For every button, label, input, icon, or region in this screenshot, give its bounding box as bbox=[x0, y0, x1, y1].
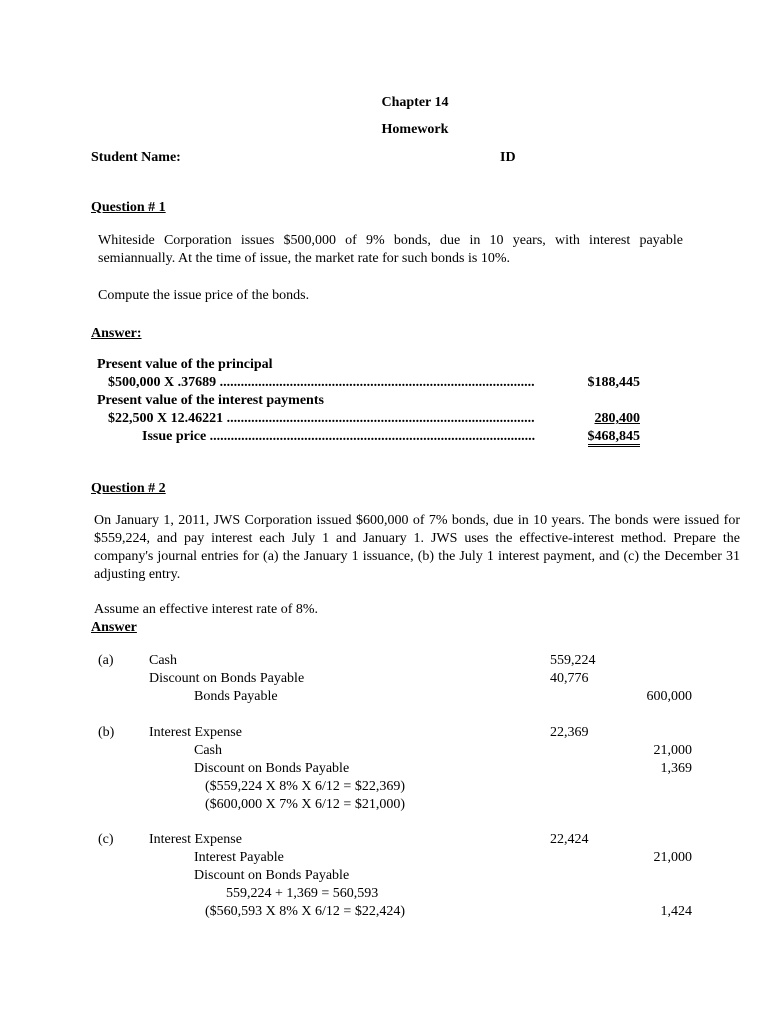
account-text: Interest Payable bbox=[194, 850, 284, 865]
account-text: ($560,593 X 8% X 6/12 = $22,424) bbox=[205, 904, 405, 919]
issue-price-label: Issue price bbox=[142, 429, 207, 444]
debit-amount: 40,776 bbox=[550, 671, 589, 686]
account-text: Discount on Bonds Payable bbox=[149, 671, 305, 686]
debit-amount: 22,369 bbox=[550, 725, 589, 740]
journal-row bbox=[0, 849, 768, 867]
id-label: ID bbox=[500, 150, 516, 165]
account-text: Interest Expense bbox=[149, 725, 242, 740]
journal-row bbox=[0, 724, 768, 742]
question-2-answer-label: Answer bbox=[91, 620, 137, 635]
question-2-title: Question # 2 bbox=[91, 481, 166, 496]
journal-row bbox=[0, 796, 768, 814]
account-text: Interest Expense bbox=[149, 832, 242, 847]
account-text: Bonds Payable bbox=[194, 689, 278, 704]
credit-amount: 1,369 bbox=[660, 761, 692, 776]
question-1-text: Whiteside Corporation issues $500,000 of 9% bonds, due in 10 years, with interest payable semiannually. At the time of issue, the market rate for such bonds is 10%. bbox=[98, 233, 683, 266]
journal-row bbox=[0, 760, 768, 778]
pv-interest-line bbox=[97, 410, 535, 428]
journal-row bbox=[0, 778, 768, 796]
journal-row bbox=[0, 688, 768, 706]
credit-amount: 21,000 bbox=[653, 743, 692, 758]
debit-amount: 22,424 bbox=[550, 832, 589, 847]
journal-row bbox=[0, 670, 768, 688]
account-text: ($600,000 X 7% X 6/12 = $21,000) bbox=[205, 797, 405, 812]
entry-label: (c) bbox=[98, 832, 114, 847]
account-text: Cash bbox=[149, 653, 177, 668]
credit-amount: 600,000 bbox=[646, 689, 692, 704]
journal-row bbox=[0, 885, 768, 903]
account-text: Cash bbox=[194, 743, 222, 758]
pv-interest-amount bbox=[580, 410, 640, 428]
journal-row bbox=[0, 742, 768, 760]
issue-price-amount bbox=[580, 428, 640, 446]
credit-amount: 21,000 bbox=[653, 850, 692, 865]
account-text: 559,224 + 1,369 = 560,593 bbox=[226, 886, 379, 901]
student-name-label: Student Name: bbox=[91, 150, 181, 165]
question-2-text: On January 1, 2011, JWS Corporation issued $600,000 of 7% bonds, due in 10 years. The bonds were issued for $559,224, and pay interest each July 1 and January 1. JWS uses the effective-interest method. Prepare the company's journal entries for (a) the January 1 issuance, (b) the July 1 interest payment, and (c) the December 31 adjusting entry. bbox=[94, 513, 740, 582]
question-1-task: Compute the issue price of the bonds. bbox=[98, 288, 310, 303]
entry-label: (a) bbox=[98, 653, 114, 668]
journal-row bbox=[0, 831, 768, 849]
pv-interest-label: Present value of the interest payments bbox=[97, 393, 324, 408]
question-1-answer-label: Answer: bbox=[91, 326, 142, 341]
issue-price-line bbox=[97, 428, 535, 446]
pv-principal-line bbox=[97, 374, 535, 392]
pv-interest-calc: $22,500 X 12.46221 bbox=[108, 411, 224, 426]
credit-amount: 1,424 bbox=[660, 904, 692, 919]
pv-principal-label: Present value of the principal bbox=[97, 357, 273, 372]
account-text: ($559,224 X 8% X 6/12 = $22,369) bbox=[205, 779, 405, 794]
homework-title: Homework bbox=[381, 122, 449, 137]
question-1-title: Question # 1 bbox=[91, 200, 166, 215]
account-text: Discount on Bonds Payable bbox=[194, 761, 350, 776]
journal-row bbox=[0, 903, 768, 921]
pv-interest-amount-value: 280,400 bbox=[594, 411, 640, 426]
journal-row bbox=[0, 867, 768, 885]
chapter-title: Chapter 14 bbox=[381, 95, 449, 110]
pv-principal-calc: $500,000 X .37689 bbox=[108, 375, 217, 390]
issue-price-amount-value: $468,845 bbox=[588, 429, 641, 447]
entry-label: (b) bbox=[98, 725, 115, 740]
pv-principal-amount: $188,445 bbox=[587, 375, 640, 390]
question-2-assumption: Assume an effective interest rate of 8%. bbox=[94, 602, 319, 617]
debit-amount: 559,224 bbox=[550, 653, 596, 668]
account-text: Discount on Bonds Payable bbox=[194, 868, 350, 883]
journal-row bbox=[0, 652, 768, 670]
